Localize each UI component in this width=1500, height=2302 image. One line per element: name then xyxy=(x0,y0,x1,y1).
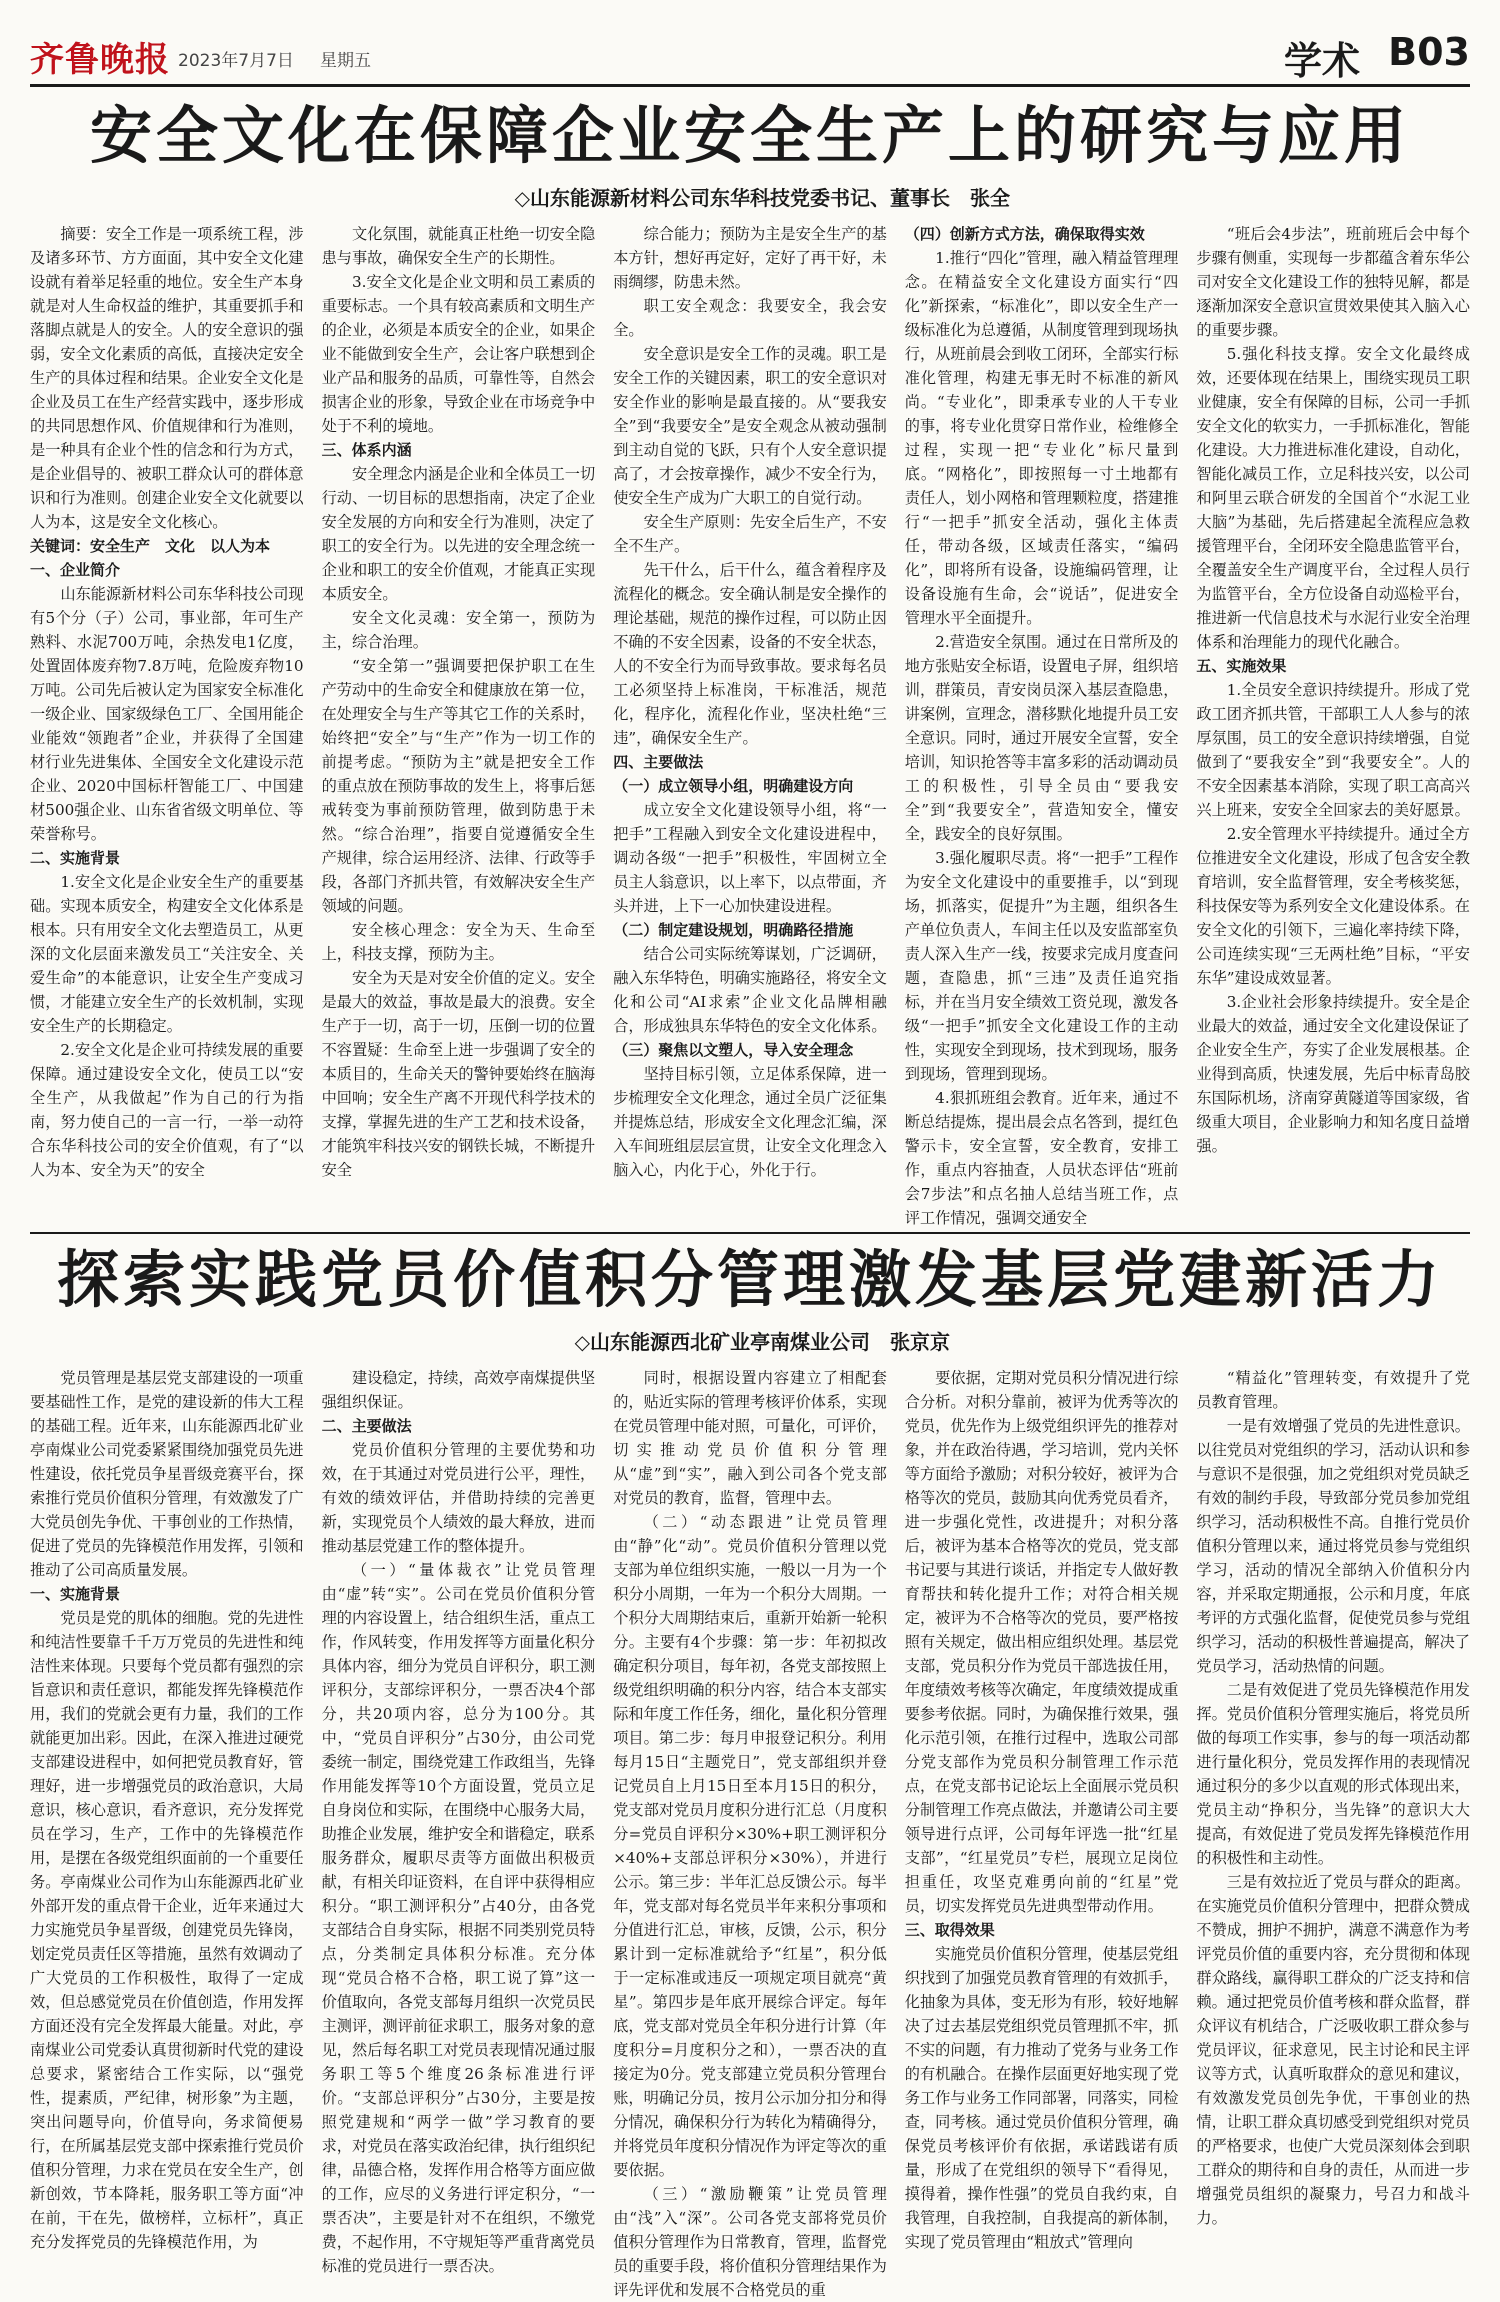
paragraph: 3.强化履职尽责。将“一把手”工程作为安全文化建设中的重要推手，以“到现场，抓落实，促提升”为主题，组织各生产单位负责人，车间主任以及安监部室负责人深入生产一线，按要求完成月度查问题，查隐患，抓“三违”及责任追究指标，并在当月安全绩效工资兑现，激发各级“一把手”抓安全文化建设工作的主动性，实现安全到现场，技术到现场，服务到现场，管理到现场。 xyxy=(904,849,1179,1083)
text-column xyxy=(613,1366,887,2299)
paragraph: 安全理念内涵是企业和全体员工一切行动、一切目标的思想指南，决定了企业安全发展的方向和安全行为准则，决定了职工的安全行为。以先进的安全理念统一企业和职工的安全价值观，才能真正实现本质安全。 xyxy=(321,465,596,603)
section-name: 学术 xyxy=(1283,39,1360,83)
paragraph: 山东能源新材料公司东华科技公司现有5个分（子）公司，事业部，年可生产熟料、水泥700万吨，余热发电1亿度，处置固体废弃物7.8万吨，危险废弃物10万吨。公司先后被认定为国家安全标准化一级企业、国家级绿色工厂、全国用能企业能效“领跑者”企业，并获得了全国建材行业先进集体、全国安全文化建设示范企业、2020中国标杆智能工厂、中国建材500强企业、山东省省级文明单位、等荣誉称号。 xyxy=(30,585,304,843)
article-body xyxy=(30,1366,1470,2299)
article-party-points xyxy=(30,1240,1470,2299)
issue-date: 2023年7月7日 xyxy=(178,51,294,71)
paragraph: 建设稳定，持续，高效亭南煤提供坚强组织保证。 xyxy=(321,1369,596,1411)
paragraph: 2.营造安全氛围。通过在日常所及的地方张贴安全标语，设置电子屏，组织培训，群策员，青安岗员深入基层查隐患，讲案例，宣理念，潜移默化地提升员工安全意识。同时，通过开展安全宣誓，安全培训，知识抢答等丰富多彩的活动调动员工的积极性，引导全员由“要我安全”到“我要安全”，营造知安全，懂安全，践安全的良好氛围。 xyxy=(904,633,1179,843)
text-column xyxy=(613,222,887,1212)
section-heading: 五、实施效果 xyxy=(1196,657,1287,675)
text-column xyxy=(1196,222,1470,1212)
paragraph: 综合能力；预防为主是安全生产的基本方针，想好再定好，定好了再干好，未雨绸缪，防患未然。 xyxy=(613,225,887,291)
paragraph: 安全核心理念：安全为天、生命至上，科技支撑，预防为主。 xyxy=(321,921,596,963)
paragraph: （二）“动态跟进”让党员管理由“静”化“动”。党员价值积分管理以党支部为单位组织实施，一般以一月为一个积分小周期，一年为一个积分大周期。一个积分大周期结束后，重新开始新一轮积分。主要有4个步骤：第一步：年初拟改确定积分项目，每年初，各党支部按照上级党组织明确的积分内容，结合本支部实际和年度工作任务，细化，量化积分管理项目。第二步：每月申报登记积分。利用每月15日“主题党日”，党支部组织并登记党员自上月15日至本月15日的积分，党支部对党员月度积分进行汇总（月度积分=党员自评积分×30%+职工测评积分×40%+支部总评积分×30%），并进行公示。第三步：半年汇总反馈公示。每半年，党支部对每名党员半年来积分事项和分值进行汇总，审核，反馈，公示，积分累计到一定标准就给予“红星”，积分低于一定标准或违反一项规定项目就亮“黄星”。第四步是年底开展综合评定。每年底，党支部对党员全年积分进行计算（年度积分=月度积分之和），一票否决的直接定为0分。党支部建立党员积分管理台账，明确记分员，按月公示加分扣分和得分情况，确保积分行为转化为精确得分，并将党员年度积分情况作为评定等次的重要依据。 xyxy=(613,1513,887,2179)
paragraph: 实施党员价值积分管理，使基层党组织找到了加强党员教育管理的有效抓手，化抽象为具体，变无形为有形，较好地解决了过去基层党组织党员管理抓不牢，抓不实的问题，有力推动了党务与业务工作的有机融合。在操作层面更好地实现了党务工作与业务工作同部署，同落实，同检查，同考核。通过党员价值积分管理，确保党员考核评价有依据，承诺践诺有质量，形成了在党组织的领导下“看得见，摸得着，操作性强”的党员自我约束，自我管理，自我控制，自我提高的新体制，实现了党员管理由“粗放式”管理向 xyxy=(904,1945,1179,2251)
section-heading: 一、企业简介 xyxy=(30,561,121,579)
paragraph: 先干什么，后干什么，蕴含着程序及流程化的概念。安全确认制是安全操作的理论基础，规范的操作过程，可以防止因不确的不安全因素，设备的不安全状态，人的不安全行为而导致事故。要求每名员工必须坚持上标准岗，干标准活，规范化，程序化，流程化作业，坚决杜绝“三违”，确保安全生产。 xyxy=(613,561,887,747)
article-headline: 探索实践党员价值积分管理激发基层党建新活力 xyxy=(56,1243,1443,1316)
issue-weekday: 星期五 xyxy=(320,51,371,71)
paragraph: 文化氛围，就能真正杜绝一切安全隐患与事故，确保安全生产的长期性。 xyxy=(321,225,596,267)
section-heading: （四）创新方式方法，确保取得实效 xyxy=(904,225,1145,243)
text-column xyxy=(904,222,1179,1227)
paragraph: 1.全员安全意识持续提升。形成了党政工团齐抓共管，干部职工人人参与的浓厚氛围，员工的安全意识持续增强，自觉做到了“要我安全”到“我要安全”。人的不安全因素基本消除，实现了职工高高兴兴上班来，安安全全回家去的美好愿景。 xyxy=(1196,681,1470,819)
text-column xyxy=(1196,1366,1470,2227)
paragraph: 坚持目标引领，立足体系保障，进一步梳理安全文化理念，通过全员广泛征集并提炼总结，形成安全文化理念汇编，深入车间班组层层宣贯，让安全文化理念入脑入心，内化于心，外化于行。 xyxy=(613,1065,887,1179)
paragraph: 1.安全文化是企业安全生产的重要基础。实现本质安全，构建安全文化体系是根本。只有用安全文化去塑造员工，从更深的文化层面来激发员工“关注安全、关爱生命”的本能意识，让安全生产变成习惯，才能建立安全生产的长效机制，实现安全生产的长期稳定。 xyxy=(30,873,304,1035)
keywords: 关键词：安全生产 文化 以人为本 xyxy=(30,537,271,555)
paragraph: 党员是党的肌体的细胞。党的先进性和纯洁性要靠千千万万党员的先进性和纯洁性来体现。只要每个党员都有强烈的宗旨意识和责任意识，都能发挥先锋模范作用，我们的党就会更有力量，我们的工作就能更加出彩。因此，在深入推进过硬党支部建设进程中，如何把党员教育好，管理好，进一步增强党员的政治意识，大局意识，核心意识，看齐意识，充分发挥党员在学习，生产，工作中的先锋模范作用，是摆在各级党组织面前的一个重要任务。亭南煤业公司作为山东能源西北矿业外部开发的重点骨干企业，近年来通过大力实施党员争星晋级，创建党员先锋岗，划定党员责任区等措施，虽然有效调动了广大党员的工作积极性，取得了一定成效，但总感觉党员在价值创造，作用发挥方面还没有完全发挥最大能量。对此，亭南煤业公司党委认真贯彻新时代党的建设总要求，紧密结合工作实际，以“强党性，提素质，严纪律，树形象”为主题，突出问题导向，价值导向，务求简便易行，在所属基层党支部中探索推行党员价值积分管理，力求在党员在安全生产，创新创效，节本降耗，服务职工等方面“冲在前，干在先，做榜样，立标杆”，真正充分发挥党员的先锋模范作用，为 xyxy=(30,1609,304,2251)
paragraph: 3.企业社会形象持续提升。安全是企业最大的效益，通过安全文化建设保证了企业安全生产，夯实了企业发展根基。企业得到高质，快速发展，先后中标青岛胶东国际机场，济南穿黄隧道等国家级，省级重大项目，企业影响力和知名度日益增强。 xyxy=(1196,993,1470,1155)
paragraph: 二是有效促进了党员先锋模范作用发挥。党员价值积分管理实施后，将党员所做的每项工作实事，参与的每一项活动都进行量化积分，党员发挥作用的表现情况通过积分的多少以直观的形式体现出来，党员主动“挣积分，当先锋”的意识大大提高，有效促进了党员发挥先锋模范作用的积极性和主动性。 xyxy=(1196,1681,1470,1867)
paragraph: 结合公司实际统筹谋划，广泛调研，融入东华特色，明确实施路径，将安全文化和公司“AI求索”企业文化品牌相融合，形成独具东华特色的安全文化体系。 xyxy=(613,945,887,1035)
text-column xyxy=(322,222,596,1212)
paragraph: 同时，根据设置内容建立了相配套的，贴近实际的管理考核评价体系，实现在党员管理中能对照，可量化，可评价，切实推动党员价值积分管理从“虚”到“实”，融入到公司各个党支部对党员的教育，监督，管理中去。 xyxy=(613,1369,887,1507)
paragraph: 2.安全管理水平持续提升。通过全方位推进安全文化建设，形成了包含安全教育培训，安全监督管理，安全考核奖惩，科技保安等为系列安全文化建设体系。在安全文化的引领下，三遍化率持续下降，公司连续实现“三无两杜绝”目标，“平安东华”建设成效显著。 xyxy=(1196,825,1470,987)
paragraph: 党员管理是基层党支部建设的一项重要基础性工作，是党的建设新的伟大工程的基础工程。近年来，山东能源西北矿业亭南煤业公司党委紧紧围绕加强党员先进性建设，依托党员争星晋级竞赛平台，探索推行党员价值积分管理，有效激发了广大党员创先争优、干事创业的工作热情，促进了党员的先锋模范作用发挥，引领和推动了公司高质量发展。 xyxy=(30,1369,304,1579)
paragraph: 一是有效增强了党员的先进性意识。以往党员对党组织的学习，活动认识和参与意识不是很强，加之党组织对党员缺乏有效的制约手段，导致部分党员参加党组织学习，活动积极性不高。自推行党员价值积分管理以来，通过将党员参与党组织学习，活动的情况全部纳入价值积分内容，并采取定期通报，公示和月度，年底考评的方式强化监督，促使党员参与党组织学习，活动的积极性普遍提高，解决了党员学习，活动热情的问题。 xyxy=(1196,1417,1470,1675)
paragraph: （一）“量体裁衣”让党员管理由“虚”转“实”。公司在党员价值积分管理的内容设置上，结合组织生活，重点工作，作风转变，作用发挥等方面量化积分具体内容，细分为党员自评积分，职工测评积分，支部综评积分，一票否决4个部分，共20项内容，总分为100分。其中，“党员自评积分”占30分，由公司党委统一制定，围绕党建工作政组当，先锋作用能发挥等10个方面设置，党员立足自身岗位和实际，在围绕中心服务大局，助推企业发展，维护安全和谐稳定，联系服务群众，履职尽责等方面做出积极贡献，有相关印证资料，在自评中获得相应积分。“职工测评积分”占40分，由各党支部结合自身实际，根据不同类别党员特点，分类制定具体积分标准。充分体现“党员合格不合格，职工说了算”这一价值取向，各党支部每月组织一次党员民主测评，测评前征求职工，服务对象的意见，然后每名职工对党员表现情况通过服务职工等5个维度26条标准进行评价。“支部总评积分”占30分，主要是按照党建规和“两学一做”学习教育的要求，对党员在落实政治纪律，执行组织纪律，品德合格，发挥作用合格等方面应做的工作，应尽的义务进行评定积分，“一票否决”，主要是针对不在组织，不缴党费，不起作用，不守规矩等严重背离党员标准的党员进行一票否决。 xyxy=(321,1561,596,2275)
section-heading: （二）制定建设规划，明确路径措施 xyxy=(613,921,854,939)
paragraph: 2.安全文化是企业可持续发展的重要保障。通过建设安全文化，使员工以“安全生产，从我做起”作为自己的行为指南，努力使自己的一言一行，一举一动符合东华科技公司的安全价值观，有了“以人为本、安全为天”的安全 xyxy=(30,1041,304,1179)
newspaper-logo: 齐鲁晚报 xyxy=(30,40,170,80)
abstract: 摘要：安全工作是一项系统工程，涉及诸多环节、方方面面，其中安全文化建设就有着举足轻重的地位。安全生产本身就是对人生命权益的维护，其重要抓手和落脚点就是人的安全。人的安全意识的强弱，安全文化素质的高低，直接决定安全生产的具体过程和结果。企业安全文化是企业及员工在生产经营实践中，逐步形成的共同思想作风、价值规律和行为准则，是一种具有企业个性的信念和行为方式，是企业倡导的、被职工群众认可的群体意识和行为准则。创建企业安全文化就要以人为本，这是安全文化核心。 xyxy=(30,225,304,531)
paragraph: 4.狠抓班组会教育。近年来，通过不断总结提炼，提出晨会点名答到，提红色警示卡，安全宣誓，安全教育，安排工作，重点内容抽查，人员状态评估“班前会7步法”和点名抽人总结当班工作，点评工作情况，强调交通安全 xyxy=(904,1089,1179,1227)
section-heading: 一、实施背景 xyxy=(30,1585,121,1603)
text-column xyxy=(30,1366,304,2251)
paragraph: 三是有效拉近了党员与群众的距离。在实施党员价值积分管理中，把群众赞成不赞成，拥护不拥护，满意不满意作为考评党员价值的重要内容，充分贯彻和体现群众路线，赢得职工群众的广泛支持和信赖。通过把党员价值考核和群众监督，群众评议有机结合，广泛吸收职工群众参与党员评议，征求意见，民主讨论和民主评议等方式，认真听取群众的意见和建议，有效激发党员创先争优，干事创业的热情，让职工群众真切感受到党组织对党员的严格要求，也使广大党员深刻体会到职工群众的期待和自身的责任，从而进一步增强党员组织的凝聚力，号召力和战斗力。 xyxy=(1196,1873,1470,2227)
section-heading: 二、实施背景 xyxy=(30,849,121,867)
paragraph: 要依据，定期对党员积分情况进行综合分析。对积分靠前，被评为优秀等次的党员，优先作为上级党组织评先的推荐对象，并在政治待遇，学习培训，党内关怀等方面给予激励；对积分较好，被评为合格等次的党员，鼓励其向优秀党员看齐，进一步强化党性，改进提升；对积分落后，被评为基本合格等次的党员，党支部书记要与其进行谈话，并指定专人做好教育帮扶和转化提升工作；对符合相关规定，被评为不合格等次的党员，要严格按照有关规定，做出相应组织处理。基层党支部，党员积分作为党员干部选拔任用，年度绩效考核等次确定，年度绩效提成重要参考依据。同时，为确保推行效果，强化示范引领，在推行过程中，选取公司部分党支部作为党员积分制管理工作示范点，在党支部书记论坛上全面展示党员积分制管理工作亮点做法，并邀请公司主要领导进行点评，公司每年评选一批“红星支部”，“红星党员”专栏，展现立足岗位担重任，攻坚克难勇向前的“红星”党员，切实发挥党员先进典型带动作用。 xyxy=(904,1369,1179,1915)
paragraph: 安全为天是对安全价值的定义。安全是最大的效益，事故是最大的浪费。安全生产于一切，高于一切，压倒一切的位置不容置疑：生命至上进一步强调了安全的本质目的，生命关天的警钟要始终在脑海中回响；安全生产离不开现代科学技术的支撑，掌握先进的生产工艺和技术设备，才能筑牢科技兴安的钢铁长城，不断提升安全 xyxy=(321,969,596,1179)
section-heading: 三、取得效果 xyxy=(904,1921,995,1939)
paragraph: “精益化”管理转变，有效提升了党员教育管理。 xyxy=(1196,1369,1470,1411)
text-column xyxy=(904,1366,1179,2251)
paragraph: 安全文化灵魂：安全第一，预防为主，综合治理。 xyxy=(321,609,596,651)
paragraph: 党员价值积分管理的主要优势和功效，在于其通过对党员进行公平，理性，有效的绩效评估，并借助持续的完善更新，实现党员个人绩效的最大释放，进而推动基层党建工作的整体提升。 xyxy=(321,1441,596,1555)
text-column xyxy=(30,222,304,1212)
section-heading: 二、主要做法 xyxy=(321,1417,412,1435)
paragraph: 安全意识是安全工作的灵魂。职工是安全工作的关键因素，职工的安全意识对安全作业的影响是最直接的。从“要我安全”到“我要安全”是安全观念从被动强制到主动自觉的飞跃，只有个人安全意识提高了，才会按章操作，减少不安全行为，使安全生产成为广大职工的自觉行动。 xyxy=(613,345,887,507)
section-heading: 四、主要做法 xyxy=(613,753,704,771)
paragraph: “班后会4步法”，班前班后会中每个步骤有侧重，实现每一步都蕴含着东华公司对安全文化建设工作的独特见解，都是逐渐加深安全意识宣贯效果使其入脑入心的重要步骤。 xyxy=(1196,225,1470,339)
paragraph: 安全生产原则：先安全后生产，不安全不生产。 xyxy=(613,513,887,555)
section-heading: （一）成立领导小组，明确建设方向 xyxy=(613,777,854,795)
section-heading: 三、体系内涵 xyxy=(321,441,412,459)
article-divider xyxy=(30,1232,1470,1234)
paragraph: 5.强化科技支撑。安全文化最终成效，还要体现在结果上，围绕实现员工职业健康，安全有保障的目标，公司一手抓安全文化的软实力，一手抓标准化，智能化建设。大力推进标准化建设，自动化，智能化减员工作，立足科技兴安，以公司和阿里云联合研发的全国首个“水泥工业大脑”为基础，先后搭建起全流程应急救援管理平台，全闭环安全隐患监管平台，全覆盖安全生产调度平台，全过程人员行为监管平台，全方位设备自动巡检平台，推进新一代信息技术与水泥行业安全治理体系和治理能力的现代化融合。 xyxy=(1196,345,1470,651)
paragraph: 成立安全文化建设领导小组，将“一把手”工程融入到安全文化建设进程中，调动各级“一把手”积极性，牢固树立全员主人翁意识，以上率下，以点带面，齐头并进，上下一心加快建设进程。 xyxy=(613,801,887,915)
paragraph: “安全第一”强调要把保护职工在生产劳动中的生命安全和健康放在第一位，在处理安全与生产等其它工作的关系时，始终把“安全”与“生产”作为一切工作的前提考虑。“预防为主”就是把安全工作的重点放在预防事故的发生上，将事后惩戒转变为事前预防管理，做到防患于未然。“综合治理”，指要自觉遵循安全生产规律，综合运用经济、法律、行政等手段，各部门齐抓共管，有效解决安全生产领域的问题。 xyxy=(321,657,596,915)
article-body xyxy=(30,222,1470,1227)
paragraph: 3.安全文化是企业文明和员工素质的重要标志。一个具有较高素质和文明生产的企业，必须是本质安全的企业，如果企业不能做到安全生产，会让客户联想到企业产品和服务的品质，可靠性等，自然会损害企业的形象，导致企业在市场竞争中处于不利的境地。 xyxy=(321,273,596,435)
paragraph: （三）“激励鞭策”让党员管理由“浅”入“深”。公司各党支部将党员价值积分管理作为日常教育，管理，监督党员的重要手段，将价值积分管理结果作为评先评优和发展不合格党员的重 xyxy=(613,2185,887,2299)
page-number: B03 xyxy=(1388,30,1470,74)
text-column xyxy=(321,1366,596,2275)
article-byline: ◇山东能源西北矿业亭南煤业公司 张京京 xyxy=(574,1330,950,1354)
section-heading: （三）聚焦以文塑人，导入安全理念 xyxy=(613,1041,854,1059)
masthead xyxy=(30,30,1470,87)
article-byline: ◇山东能源新材料公司东华科技党委书记、董事长 张全 xyxy=(514,186,1010,210)
article-safety-culture xyxy=(30,96,1470,1236)
paragraph: 职工安全观念：我要安全，我会安全。 xyxy=(613,297,887,339)
paragraph: 1.推行“四化”管理，融入精益管理理念。在精益安全文化建设方面实行“四化”新探索，“标准化”，即以安全生产一级标准化为总遵循，从制度管理到现场执行，从班前晨会到收工闭环，全部实行标准化管理，构建无事无时不标准的新风尚。“专业化”，即秉承专业的人干专业的事，将专业化贯穿日常作业，检维修全过程，实现一把“专业化”标尺量到底。“网格化”，即按照每一寸土地都有责任人，划小网格和管理颗粒度，搭建推行“一把手”抓安全活动，强化主体责任，带动各级，区域责任落实，“编码化”，即将所有设备，设施编码管理，让设备设施有生命，会“说话”，促进安全管理水平全面提升。 xyxy=(904,249,1179,627)
article-headline: 安全文化在保障企业安全生产上的研究与应用 xyxy=(89,99,1410,172)
